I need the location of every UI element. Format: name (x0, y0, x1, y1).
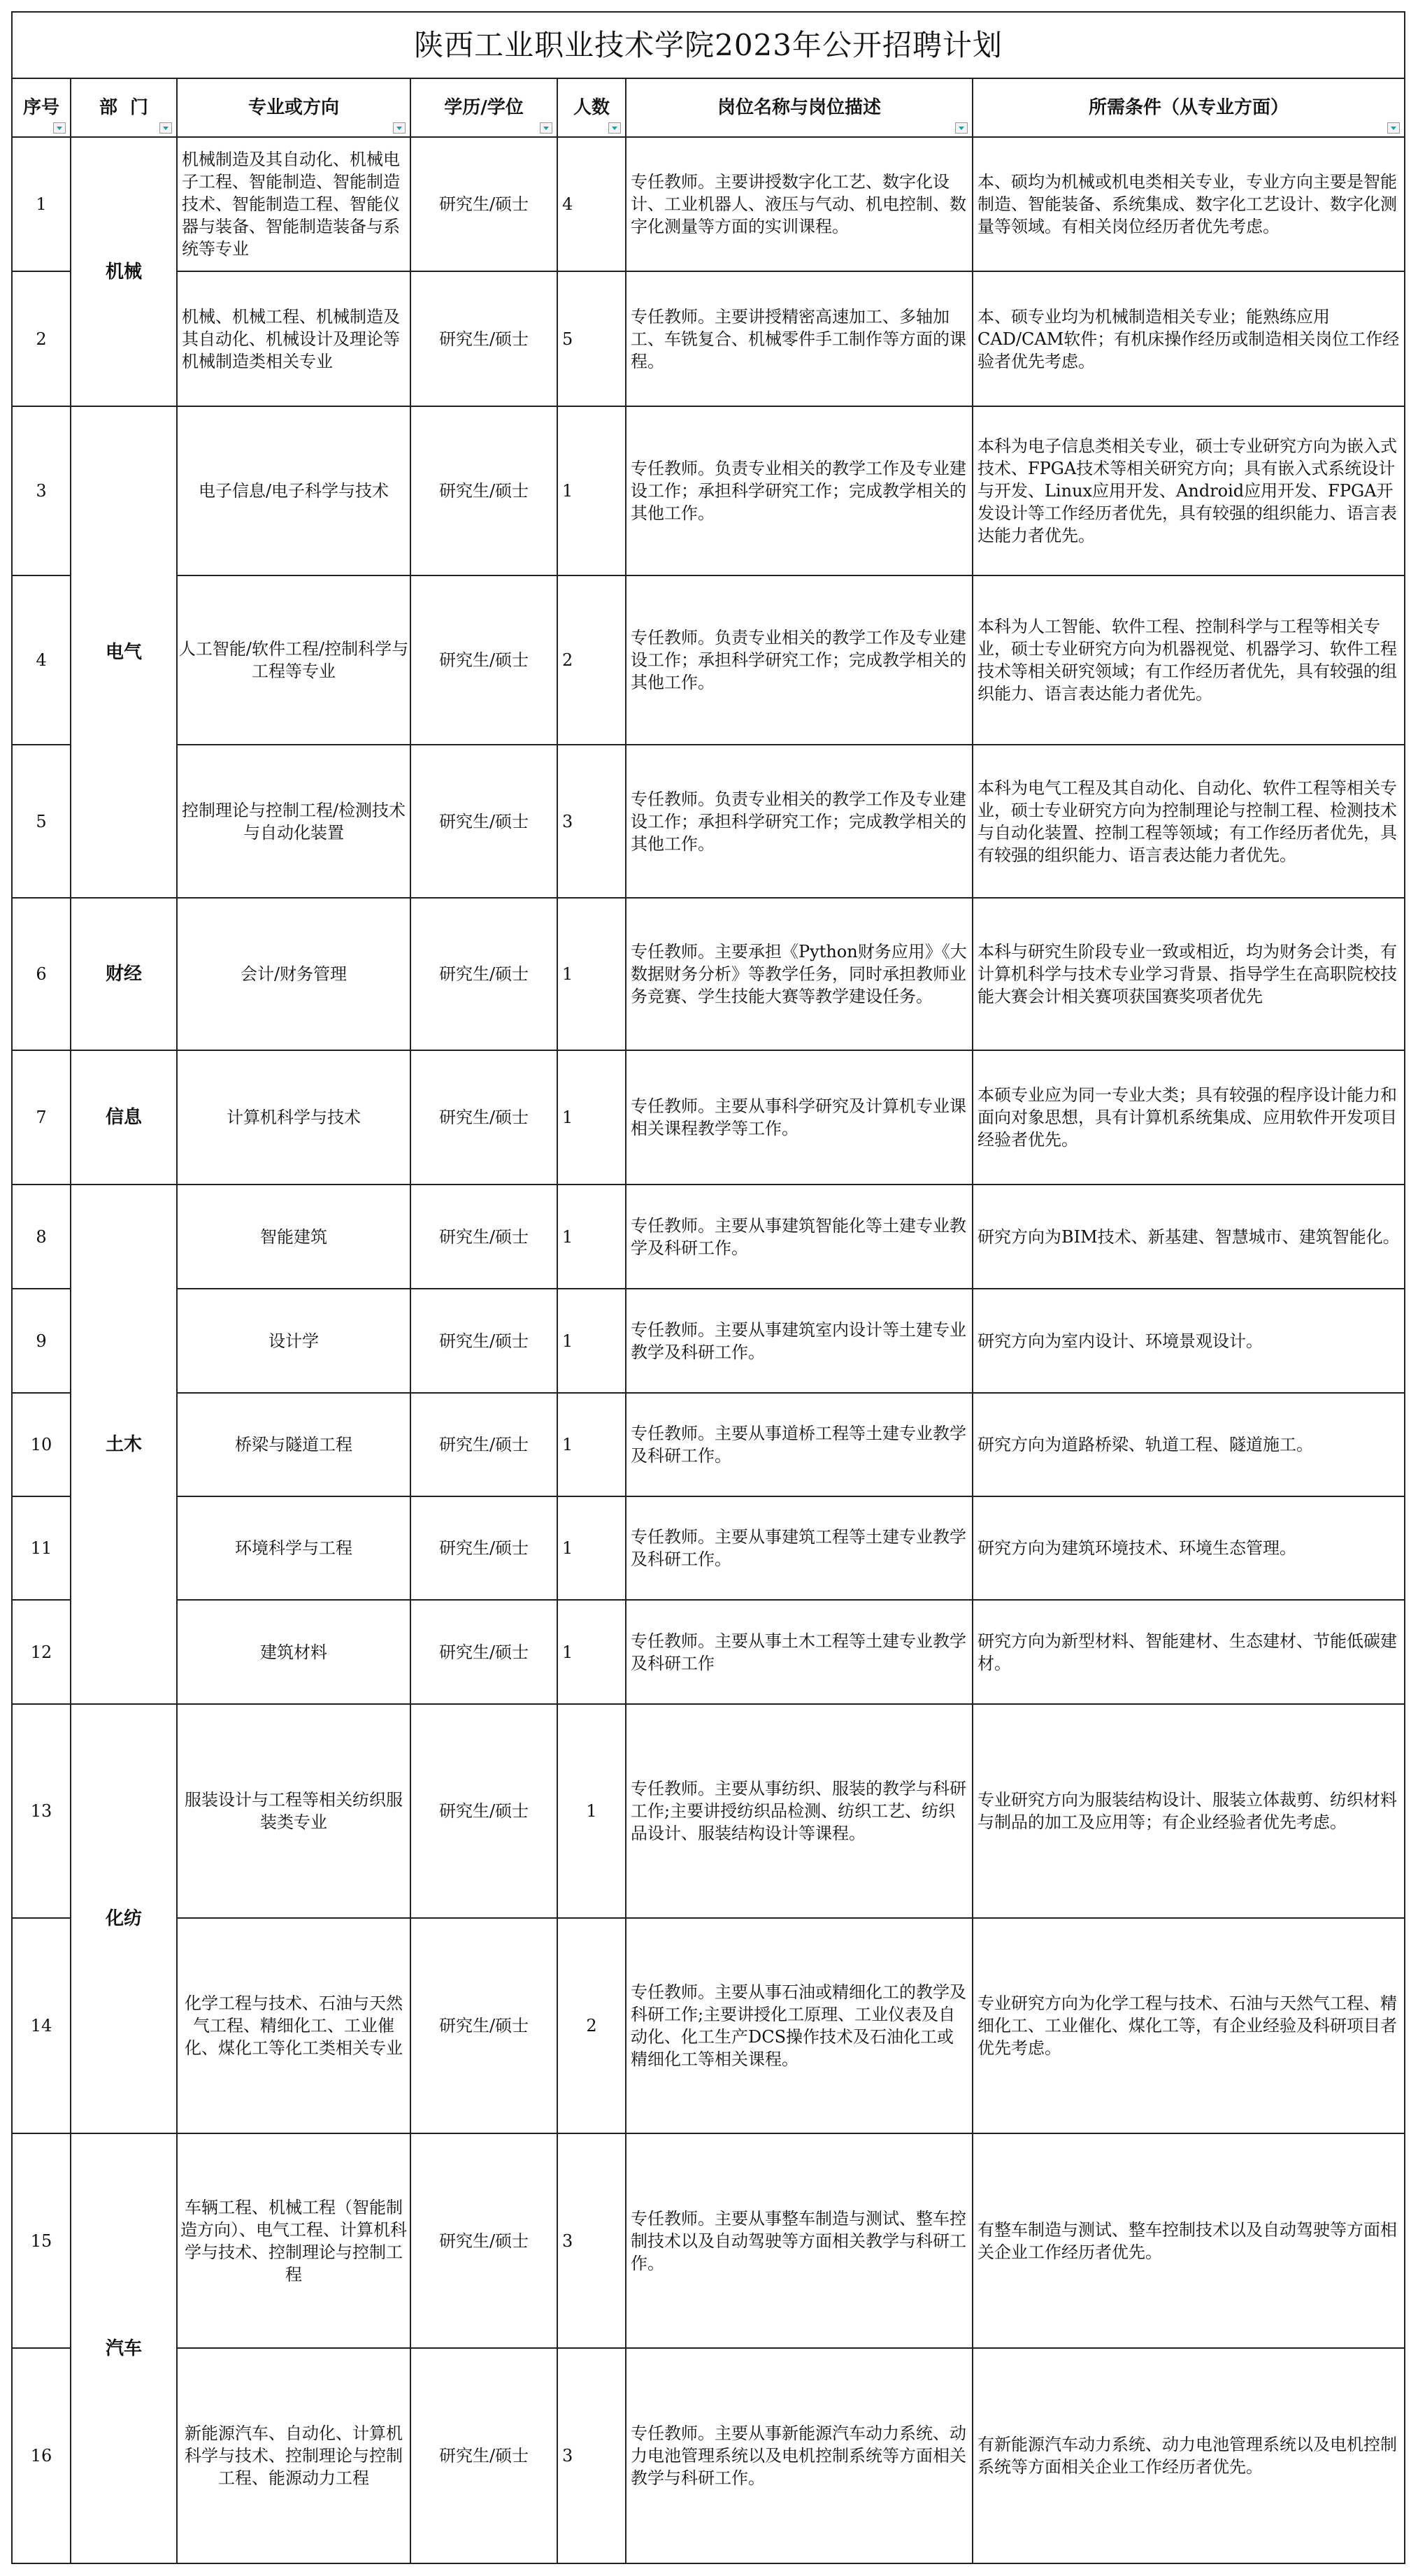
degree-cell: 研究生/硕士 (410, 1185, 557, 1289)
cond-cell: 本科为电气工程及其自动化、自动化、软件工程等相关专业，硕士专业研究方向为控制理论与控制工程、检测技术与自动化装置、控制工程等领域；有工作经历者优先，具有较强的组织能力、语言表达能力者优先。 (973, 745, 1405, 898)
degree-cell: 研究生/硕士 (410, 898, 557, 1050)
table-row (12, 1918, 1405, 2133)
count-cell: 5 (557, 271, 626, 406)
degree-cell: 研究生/硕士 (410, 137, 557, 271)
row-number: 14 (12, 1918, 71, 2133)
filter-dropdown-icon[interactable] (393, 122, 406, 134)
post-cell: 专任教师。主要讲授精密高速加工、多轴加工、车铣复合、机械零件手工制作等方面的课程。 (626, 271, 973, 406)
cond-cell: 研究方向为室内设计、环境景观设计。 (973, 1289, 1405, 1393)
major-cell: 车辆工程、机械工程（智能制造方向）、电气工程、计算机科学与技术、控制理论与控制工程 (177, 2133, 410, 2348)
degree-cell: 研究生/硕士 (410, 1393, 557, 1496)
degree-cell: 研究生/硕士 (410, 1050, 557, 1185)
table-row (12, 2348, 1405, 2563)
recruitment-table (11, 11, 1405, 2564)
major-cell: 人工智能/软件工程/控制科学与工程等专业 (177, 575, 410, 745)
dept-cell: 土木 (71, 1185, 177, 1704)
major-cell: 智能建筑 (177, 1185, 410, 1289)
degree-cell: 研究生/硕士 (410, 1289, 557, 1393)
filter-dropdown-icon[interactable] (608, 122, 621, 134)
row-number: 12 (12, 1600, 71, 1704)
row-number: 9 (12, 1289, 71, 1393)
major-cell: 新能源汽车、自动化、计算机科学与技术、控制理论与控制工程、能源动力工程 (177, 2348, 410, 2563)
cond-cell: 本、硕专业均为机械制造相关专业；能熟练应用CAD/CAM软件；有机床操作经历或制造相关岗位工作经验者优先考虑。 (973, 271, 1405, 406)
degree-cell: 研究生/硕士 (410, 1600, 557, 1704)
table-row (12, 1496, 1405, 1600)
major-cell: 建筑材料 (177, 1600, 410, 1704)
table-row (12, 1600, 1405, 1704)
dept-cell: 信息 (71, 1050, 177, 1185)
table-row (12, 1185, 1405, 1289)
cond-cell: 本科与研究生阶段专业一致或相近，均为财务会计类，有计算机科学与技术专业学习背景、指导学生在高职院校技能大赛会计相关赛项获国赛奖项者优先 (973, 898, 1405, 1050)
table-row (12, 1704, 1405, 1918)
row-number: 11 (12, 1496, 71, 1600)
table-row (12, 745, 1405, 898)
post-cell: 专任教师。主要从事整车制造与测试、整车控制技术以及自动驾驶等方面相关教学与科研工作。 (626, 2133, 973, 2348)
recruitment-table-sheet (11, 11, 1404, 2564)
count-cell: 1 (557, 1496, 626, 1600)
header-post[interactable]: 岗位名称与岗位描述 (626, 78, 973, 137)
table-row (12, 1050, 1405, 1185)
post-cell: 专任教师。主要从事道桥工程等土建专业教学及科研工作。 (626, 1393, 973, 1496)
row-number: 4 (12, 575, 71, 745)
count-cell: 3 (557, 2133, 626, 2348)
major-cell: 桥梁与隧道工程 (177, 1393, 410, 1496)
header-degree[interactable]: 学历/学位 (410, 78, 557, 137)
filter-dropdown-icon[interactable] (53, 122, 66, 134)
table-row (12, 575, 1405, 745)
degree-cell: 研究生/硕士 (410, 2133, 557, 2348)
dept-cell: 电气 (71, 406, 177, 898)
post-cell: 专任教师。主要从事新能源汽车动力系统、动力电池管理系统以及电机控制系统等方面相关教学与科研工作。 (626, 2348, 973, 2563)
header-count[interactable]: 人数 (557, 78, 626, 137)
count-cell: 2 (557, 575, 626, 745)
count-cell: 1 (557, 1050, 626, 1185)
count-cell: 1 (557, 898, 626, 1050)
cond-cell: 有新能源汽车动力系统、动力电池管理系统以及电机控制系统等方面相关企业工作经历者优先。 (973, 2348, 1405, 2563)
row-number: 13 (12, 1704, 71, 1918)
count-cell: 2 (557, 1918, 626, 2133)
post-cell: 专任教师。主要讲授数字化工艺、数字化设计、工业机器人、液压与气动、机电控制、数字化测量等方面的实训课程。 (626, 137, 973, 271)
table-row (12, 2133, 1405, 2348)
cond-cell: 研究方向为建筑环境技术、环境生态管理。 (973, 1496, 1405, 1600)
row-number: 8 (12, 1185, 71, 1289)
row-number: 5 (12, 745, 71, 898)
cond-cell: 专业研究方向为服装结构设计、服装立体裁剪、纺织材料与制品的加工及应用等；有企业经验者优先考虑。 (973, 1704, 1405, 1918)
table-row (12, 898, 1405, 1050)
row-number: 2 (12, 271, 71, 406)
count-cell: 1 (557, 1289, 626, 1393)
major-cell: 环境科学与工程 (177, 1496, 410, 1600)
row-number: 7 (12, 1050, 71, 1185)
row-number: 10 (12, 1393, 71, 1496)
degree-cell: 研究生/硕士 (410, 271, 557, 406)
row-number: 15 (12, 2133, 71, 2348)
count-cell: 1 (557, 406, 626, 575)
filter-dropdown-icon[interactable] (955, 122, 968, 134)
table-row (12, 137, 1405, 271)
major-cell: 机械制造及其自动化、机械电子工程、智能制造、智能制造技术、智能制造工程、智能仪器与装备、智能制造装备与系统等专业 (177, 137, 410, 271)
cond-cell: 研究方向为道路桥梁、轨道工程、隧道施工。 (973, 1393, 1405, 1496)
major-cell: 服装设计与工程等相关纺织服装类专业 (177, 1704, 410, 1918)
degree-cell: 研究生/硕士 (410, 1918, 557, 2133)
post-cell: 专任教师。主要从事建筑室内设计等土建专业教学及科研工作。 (626, 1289, 973, 1393)
post-cell: 专任教师。主要从事建筑智能化等土建专业教学及科研工作。 (626, 1185, 973, 1289)
major-cell: 控制理论与控制工程/检测技术与自动化装置 (177, 745, 410, 898)
dept-cell: 汽车 (71, 2133, 177, 2563)
major-cell: 电子信息/电子科学与技术 (177, 406, 410, 575)
post-cell: 专任教师。主要从事纺织、服装的教学与科研工作;主要讲授纺织品检测、纺织工艺、纺织品设计、服装结构设计等课程。 (626, 1704, 973, 1918)
degree-cell: 研究生/硕士 (410, 2348, 557, 2563)
degree-cell: 研究生/硕士 (410, 745, 557, 898)
count-cell: 1 (557, 1185, 626, 1289)
filter-dropdown-icon[interactable] (540, 122, 552, 134)
major-cell: 设计学 (177, 1289, 410, 1393)
count-cell: 3 (557, 745, 626, 898)
header-major[interactable]: 专业或方向 (177, 78, 410, 137)
cond-cell: 本科为人工智能、软件工程、控制科学与工程等相关专业，硕士专业研究方向为机器视觉、机器学习、软件工程技术等相关研究领域；有工作经历者优先，具有较强的组织能力、语言表达能力者优先。 (973, 575, 1405, 745)
dept-cell: 机械 (71, 137, 177, 406)
degree-cell: 研究生/硕士 (410, 406, 557, 575)
post-cell: 专任教师。主要从事石油或精细化工的教学及科研工作;主要讲授化工原理、工业仪表及自动化、化工生产DCS操作技术及石油化工或精细化工等相关课程。 (626, 1918, 973, 2133)
page-title: 陕西工业职业技术学院2023年公开招聘计划 (12, 12, 1405, 78)
post-cell: 专任教师。负责专业相关的教学工作及专业建设工作；承担科学研究工作；完成教学相关的其他工作。 (626, 745, 973, 898)
major-cell: 会计/财务管理 (177, 898, 410, 1050)
cond-cell: 研究方向为BIM技术、新基建、智慧城市、建筑智能化。 (973, 1185, 1405, 1289)
major-cell: 机械、机械工程、机械制造及其自动化、机械设计及理论等机械制造类相关专业 (177, 271, 410, 406)
post-cell: 专任教师。主要承担《Python财务应用》《大数据财务分析》等教学任务，同时承担教师业务竞赛、学生技能大赛等教学建设任务。 (626, 898, 973, 1050)
table-row (12, 406, 1405, 575)
degree-cell: 研究生/硕士 (410, 1496, 557, 1600)
header-dept[interactable]: 部 门 (71, 78, 177, 137)
row-number: 1 (12, 137, 71, 271)
count-cell: 1 (557, 1704, 626, 1918)
count-cell: 3 (557, 2348, 626, 2563)
cond-cell: 本科为电子信息类相关专业，硕士专业研究方向为嵌入式技术、FPGA技术等相关研究方向；具有嵌入式系统设计与开发、Linux应用开发、Android应用开发、FPGA开发设计等工作经历者优先，具有较强的组织能力、语言表达能力者优先。 (973, 406, 1405, 575)
filter-dropdown-icon[interactable] (159, 122, 172, 134)
dept-cell: 财经 (71, 898, 177, 1050)
degree-cell: 研究生/硕士 (410, 575, 557, 745)
count-cell: 1 (557, 1393, 626, 1496)
post-cell: 专任教师。负责专业相关的教学工作及专业建设工作；承担科学研究工作；完成教学相关的其他工作。 (626, 575, 973, 745)
header-no[interactable]: 序号 (12, 78, 71, 137)
row-number: 16 (12, 2348, 71, 2563)
cond-cell: 有整车制造与测试、整车控制技术以及自动驾驶等方面相关企业工作经历者优先。 (973, 2133, 1405, 2348)
degree-cell: 研究生/硕士 (410, 1704, 557, 1918)
row-number: 3 (12, 406, 71, 575)
cond-cell: 专业研究方向为化学工程与技术、石油与天然气工程、精细化工、工业催化、煤化工等，有企业经验及科研项目者优先考虑。 (973, 1918, 1405, 2133)
filter-dropdown-icon[interactable] (1387, 122, 1400, 134)
major-cell: 计算机科学与技术 (177, 1050, 410, 1185)
dept-cell: 化纺 (71, 1704, 177, 2133)
header-cond[interactable]: 所需条件（从专业方面） (973, 78, 1405, 137)
count-cell: 1 (557, 1600, 626, 1704)
table-row (12, 271, 1405, 406)
cond-cell: 研究方向为新型材料、智能建材、生态建材、节能低碳建材。 (973, 1600, 1405, 1704)
cond-cell: 本、硕均为机械或机电类相关专业，专业方向主要是智能制造、智能装备、系统集成、数字化工艺设计、数字化测量等领域。有相关岗位经历者优先考虑。 (973, 137, 1405, 271)
table-row (12, 1289, 1405, 1393)
table-row (12, 1393, 1405, 1496)
major-cell: 化学工程与技术、石油与天然气工程、精细化工、工业催化、煤化工等化工类相关专业 (177, 1918, 410, 2133)
post-cell: 专任教师。主要从事土木工程等土建专业教学及科研工作 (626, 1600, 973, 1704)
post-cell: 专任教师。主要从事建筑工程等土建专业教学及科研工作。 (626, 1496, 973, 1600)
cond-cell: 本硕专业应为同一专业大类；具有较强的程序设计能力和面向对象思想，具有计算机系统集成、应用软件开发项目经验者优先。 (973, 1050, 1405, 1185)
row-number: 6 (12, 898, 71, 1050)
count-cell: 4 (557, 137, 626, 271)
post-cell: 专任教师。负责专业相关的教学工作及专业建设工作；承担科学研究工作；完成教学相关的其他工作。 (626, 406, 973, 575)
post-cell: 专任教师。主要从事科学研究及计算机专业课相关课程教学等工作。 (626, 1050, 973, 1185)
